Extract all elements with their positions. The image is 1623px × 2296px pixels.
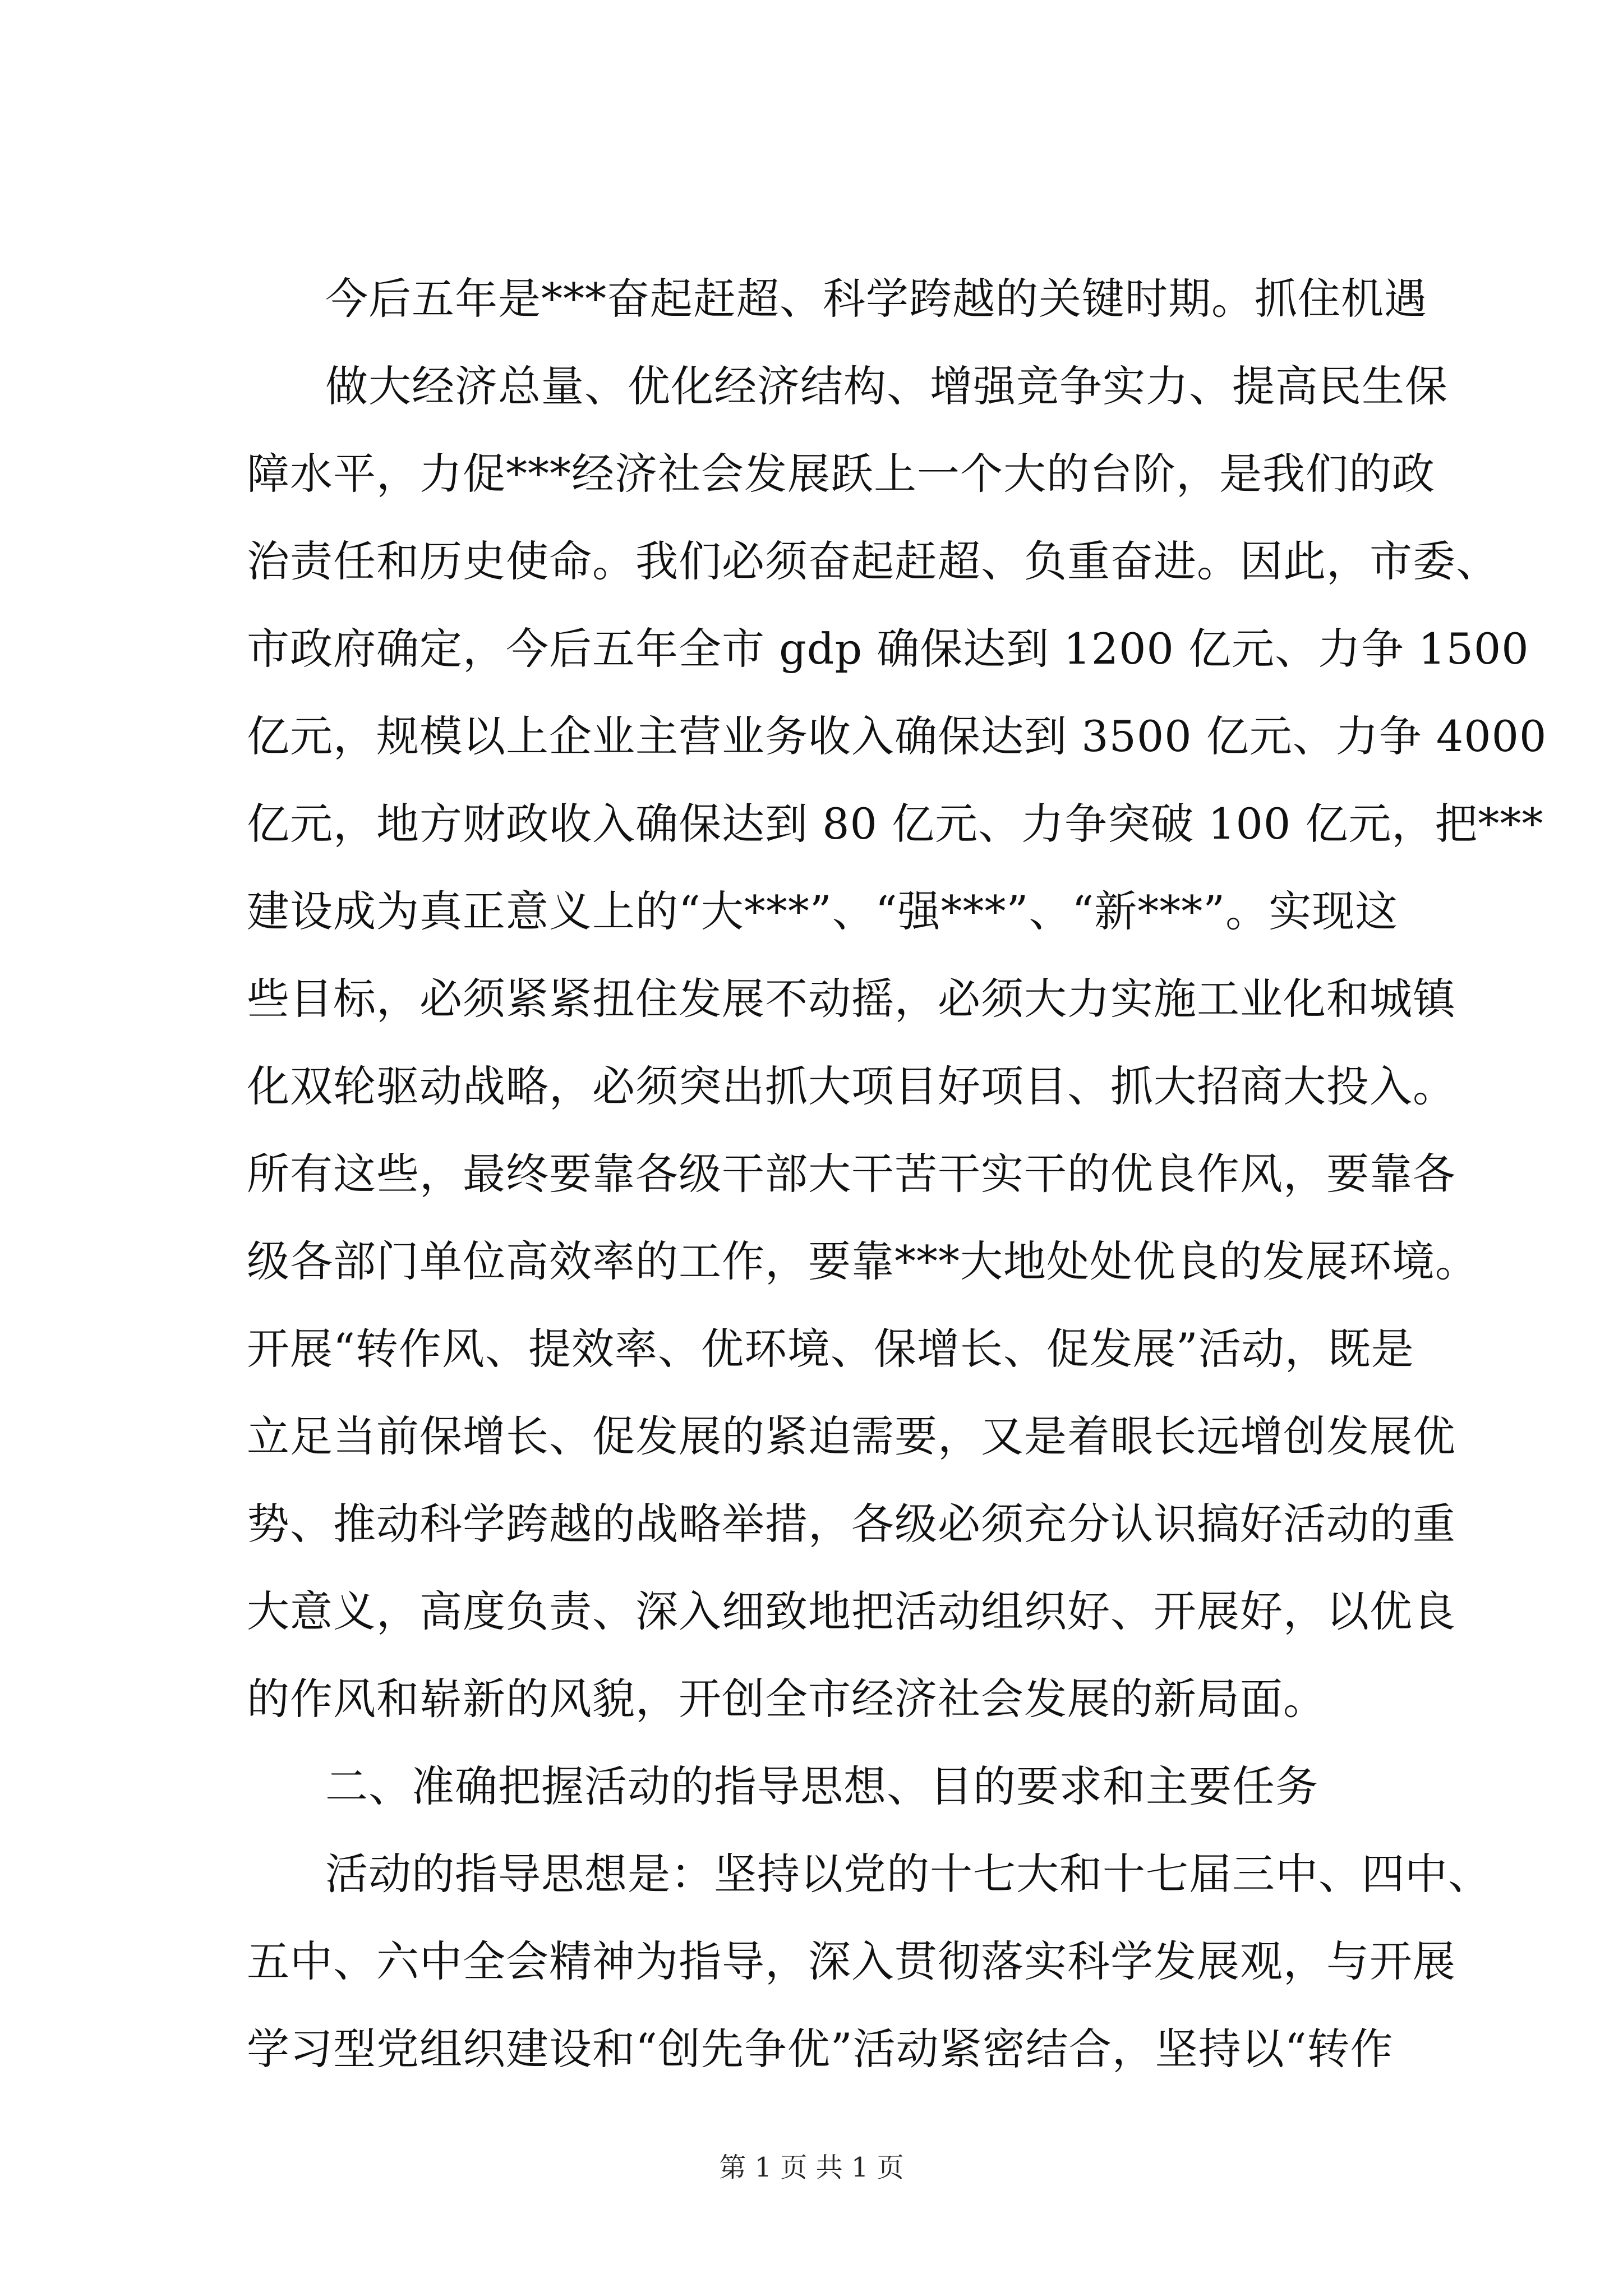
paragraph-line: 亿元，规模以上企业主营业务收入确保达到 3500 亿元、力争 4000: [247, 711, 1547, 761]
paragraph-line: 做大经济总量、优化经济结构、增强竞争实力、提高民生保: [325, 361, 1448, 411]
paragraph-line: 所有这些，最终要靠各级干部大干苦干实干的优良作风，要靠各: [247, 1149, 1456, 1199]
paragraph-line: 活动的指导思想是：坚持以党的十七大和十七届三中、四中、: [325, 1849, 1491, 1899]
paragraph-line: 大意义，高度负责、深入细致地把活动组织好、开展好，以优良: [247, 1586, 1456, 1636]
paragraph-line: 立足当前保增长、促发展的紧迫需要，又是着眼长远增创发展优: [247, 1411, 1456, 1461]
paragraph-line: 级各部门单位高效率的工作，要靠***大地处处优良的发展环境。: [247, 1236, 1478, 1286]
paragraph-line: 化双轮驱动战略，必须突出抓大项目好项目、抓大招商大投入。: [247, 1061, 1456, 1111]
paragraph-line: 五中、六中全会精神为指导，深入贯彻落实科学发展观，与开展: [247, 1936, 1456, 1986]
paragraph-line: 的作风和崭新的风貌，开创全市经济社会发展的新局面。: [247, 1674, 1326, 1724]
paragraph-line: 亿元，地方财政收入确保达到 80 亿元、力争突破 100 亿元，把***: [247, 799, 1544, 849]
document-body: [247, 255, 1547, 2093]
page-footer: 第 1 页 共 1 页: [719, 2152, 904, 2183]
section-heading: 二、准确把握活动的指导思想、目的要求和主要任务: [325, 1761, 1318, 1811]
paragraph-line: 势、推动科学跨越的战略举措，各级必须充分认识搞好活动的重: [247, 1499, 1456, 1549]
paragraph-line: 建设成为真正意义上的“大***”、“强***”、“新***”。实现这: [247, 886, 1399, 936]
paragraph-line: 治责任和历史使命。我们必须奋起赶超、负重奋进。因此，市委、: [247, 536, 1499, 586]
paragraph-line: 市政府确定，今后五年全市 gdp 确保达到 1200 亿元、力争 1500: [247, 624, 1529, 674]
paragraph-line: 些目标，必须紧紧扭住发展不动摇，必须大力实施工业化和城镇: [247, 974, 1456, 1024]
paragraph-line: 学习型党组织建设和“创先争优”活动紧密结合，坚持以“转作: [247, 2024, 1394, 2074]
paragraph-line: 开展“转作风、提效率、优环境、保增长、促发展”活动，既是: [247, 1324, 1414, 1374]
paragraph-line: 今后五年是***奋起赶超、科学跨越的关键时期。抓住机遇: [325, 274, 1427, 324]
paragraph-line: 障水平，力促***经济社会发展跃上一个大的台阶，是我们的政: [247, 449, 1435, 499]
